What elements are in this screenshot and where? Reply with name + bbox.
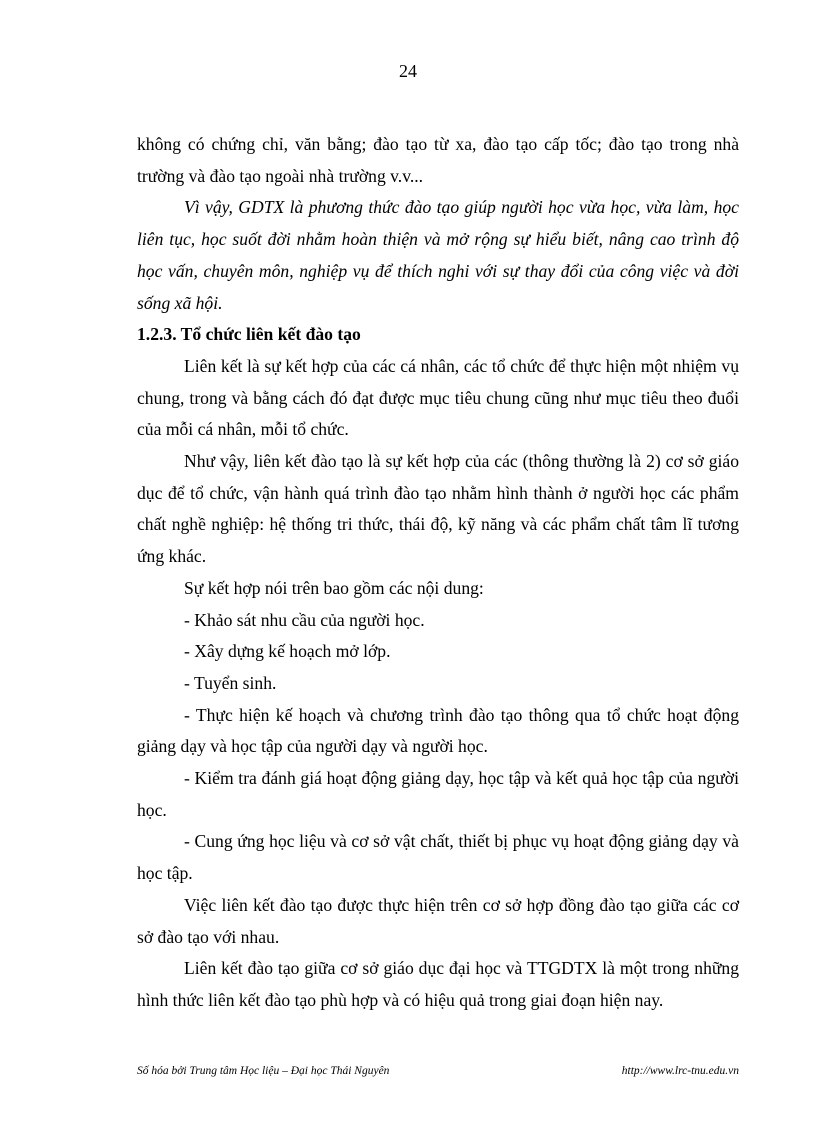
list-item: - Khảo sát nhu cầu của người học.	[184, 609, 425, 630]
paragraph: Như vậy, liên kết đào tạo là sự kết hợp của các (thông thường là 2) cơ sở giáo dục để tổ chức, vận hành quá trình đào tạo nhằm hình thành ở người học các phẩm chất nghề nghiệp: hệ thống tri thức, thái độ, kỹ năng và các phẩm chất tâm lĩ tương ứng khác.	[137, 451, 739, 567]
section-heading: 1.2.3. Tổ chức liên kết đào tạo	[137, 324, 361, 345]
paragraph: Liên kết đào tạo giữa cơ sở giáo dục đại học và TTGDTX là một trong những hình thức liên kết đào tạo phù hợp và có hiệu quả trong giai đoạn hiện nay.	[137, 958, 739, 1010]
document-body	[137, 129, 739, 1017]
page-number: 24	[399, 61, 417, 81]
footer-url[interactable]: http://www.lrc-tnu.edu.vn	[621, 1065, 739, 1077]
list-item: - Thực hiện kế hoạch và chương trình đào tạo thông qua tổ chức hoạt động giảng dạy và học tập của người dạy và người học.	[137, 704, 739, 757]
list-item: - Tuyển sinh.	[184, 672, 277, 693]
paragraph: không có chứng chỉ, văn bằng; đào tạo từ xa, đào tạo cấp tốc; đào tạo trong nhà trường và đào tạo ngoài nhà trường v.v...	[137, 134, 739, 186]
paragraph-italic: Vì vậy, GDTX là phương thức đào tạo giúp người học vừa học, vừa làm, học liên tục, học suốt đời nhằm hoàn thiện và mở rộng sự hiểu biết, nâng cao trình độ học vấn, chuyên môn, nghiệp vụ để thích nghi với sự thay đổi của công việc và đời sống xã hội.	[137, 197, 739, 313]
list-item: - Xây dựng kế hoạch mở lớp.	[184, 641, 391, 662]
paragraph: Sự kết hợp nói trên bao gồm các nội dung:	[184, 577, 484, 598]
list-item: - Cung ứng học liệu và cơ sở vật chất, thiết bị phục vụ hoạt động giảng dạy và học tập.	[137, 831, 739, 884]
list-item: - Kiểm tra đánh giá hoạt động giảng dạy, học tập và kết quả học tập của người học.	[137, 768, 739, 820]
footer-source-text: Số hóa bởi Trung tâm Học liệu – Đại học Thái Nguyên	[137, 1065, 390, 1077]
paragraph: Việc liên kết đào tạo được thực hiện trên cơ sở hợp đồng đào tạo giữa các cơ sở đào tạo với nhau.	[137, 894, 739, 947]
paragraph: Liên kết là sự kết hợp của các cá nhân, các tổ chức để thực hiện một nhiệm vụ chung, trong và bằng cách đó đạt được mục tiêu chung cũng như mục tiêu theo đuổi của mỗi cá nhân, mỗi tổ chức.	[137, 355, 739, 440]
